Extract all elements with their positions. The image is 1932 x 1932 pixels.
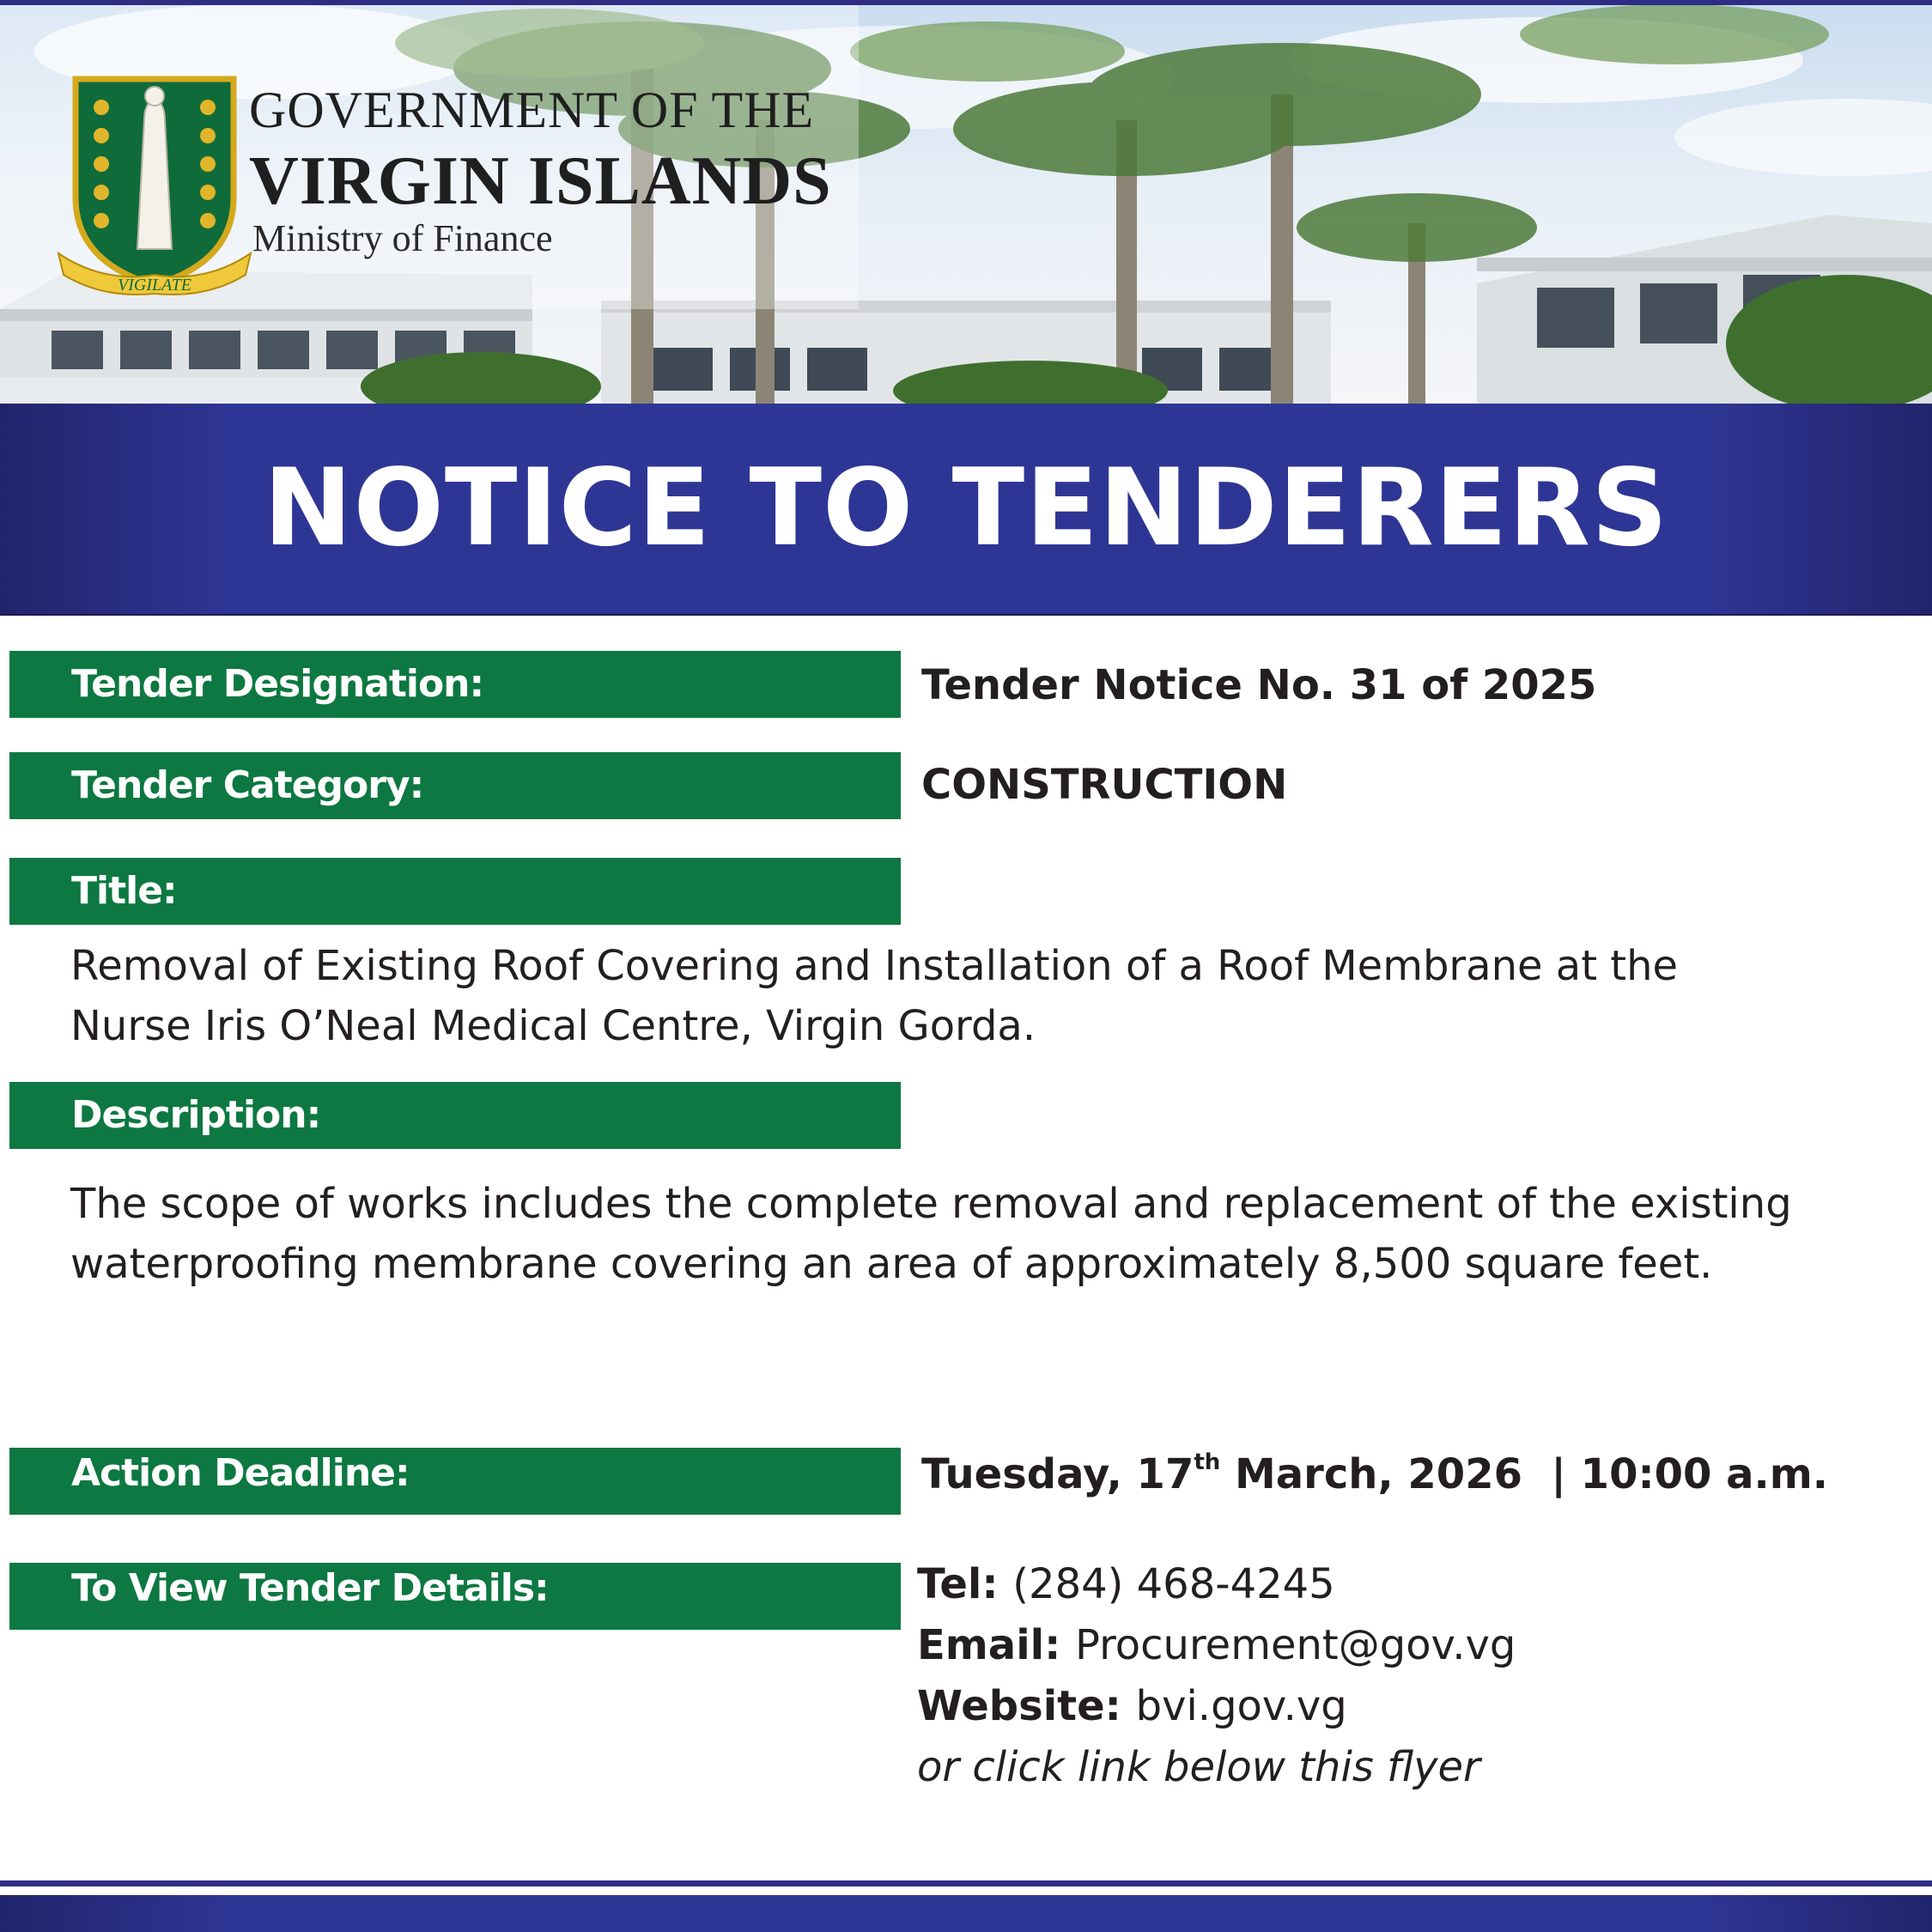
crest-motto: VIGILATE [118,276,191,295]
title-text-line-1: Removal of Existing Roof Covering and Installation of a Roof Membrane at the [70,942,1679,990]
tender-designation-label: Tender Designation: [9,651,901,718]
ministry-text: Ministry of Finance [252,217,553,259]
tel-row [917,1554,1862,1615]
government-brand [52,69,832,301]
title-text-line-2: Nurse Iris O’Neal Medical Centre, Virgin Gorda. [70,1002,1036,1050]
header-banner [0,0,1932,404]
page-title: NOTICE TO TENDERERS [263,447,1669,570]
virgin-islands-text: VIRGIN ISLANDS [249,143,832,219]
website-row [917,1676,1862,1737]
tender-category-label: Tender Category: [9,752,901,819]
title-text [70,936,1874,1056]
description-text-line-1: The scope of works includes the complete removal and replacement of the existing [70,1180,1792,1228]
footer-rule [0,1880,1932,1886]
title-label: Title: [9,858,901,925]
description-text-line-2: waterproofing membrane covering an area of approximately 8,500 square feet. [70,1240,1713,1288]
title-band [0,404,1932,616]
contact-details [917,1554,1862,1798]
website-key: Website: [917,1682,1121,1730]
action-deadline-label: Action Deadline: [9,1448,901,1515]
government-of-the-text: GOVERNMENT OF THE [249,82,815,138]
email-link[interactable]: Procurement@gov.vg [1075,1621,1516,1669]
email-row [917,1615,1862,1676]
deadline-day: Tuesday, 17 [921,1450,1194,1498]
tel-key: Tel: [917,1560,999,1608]
tel-value[interactable]: (284) 468-4245 [1012,1560,1335,1608]
tender-category-value: CONSTRUCTION [921,761,1288,809]
flyer-link-note: or click link below this flyer [917,1743,1480,1791]
footer-band [0,1895,1932,1932]
deadline-date-time: March, 2026 | 10:00 a.m. [1220,1450,1829,1498]
tender-details-label: To View Tender Details: [9,1563,901,1630]
action-deadline-value [921,1449,1828,1498]
website-link[interactable]: bvi.gov.vg [1135,1682,1347,1730]
coat-of-arms-logo [52,69,258,301]
deadline-day-suffix: th [1194,1449,1221,1475]
email-key: Email: [917,1621,1061,1669]
tender-designation-value: Tender Notice No. 31 of 2025 [921,661,1597,709]
header-top-rule [0,0,1932,5]
description-text [70,1174,1874,1294]
description-label: Description: [9,1082,901,1149]
